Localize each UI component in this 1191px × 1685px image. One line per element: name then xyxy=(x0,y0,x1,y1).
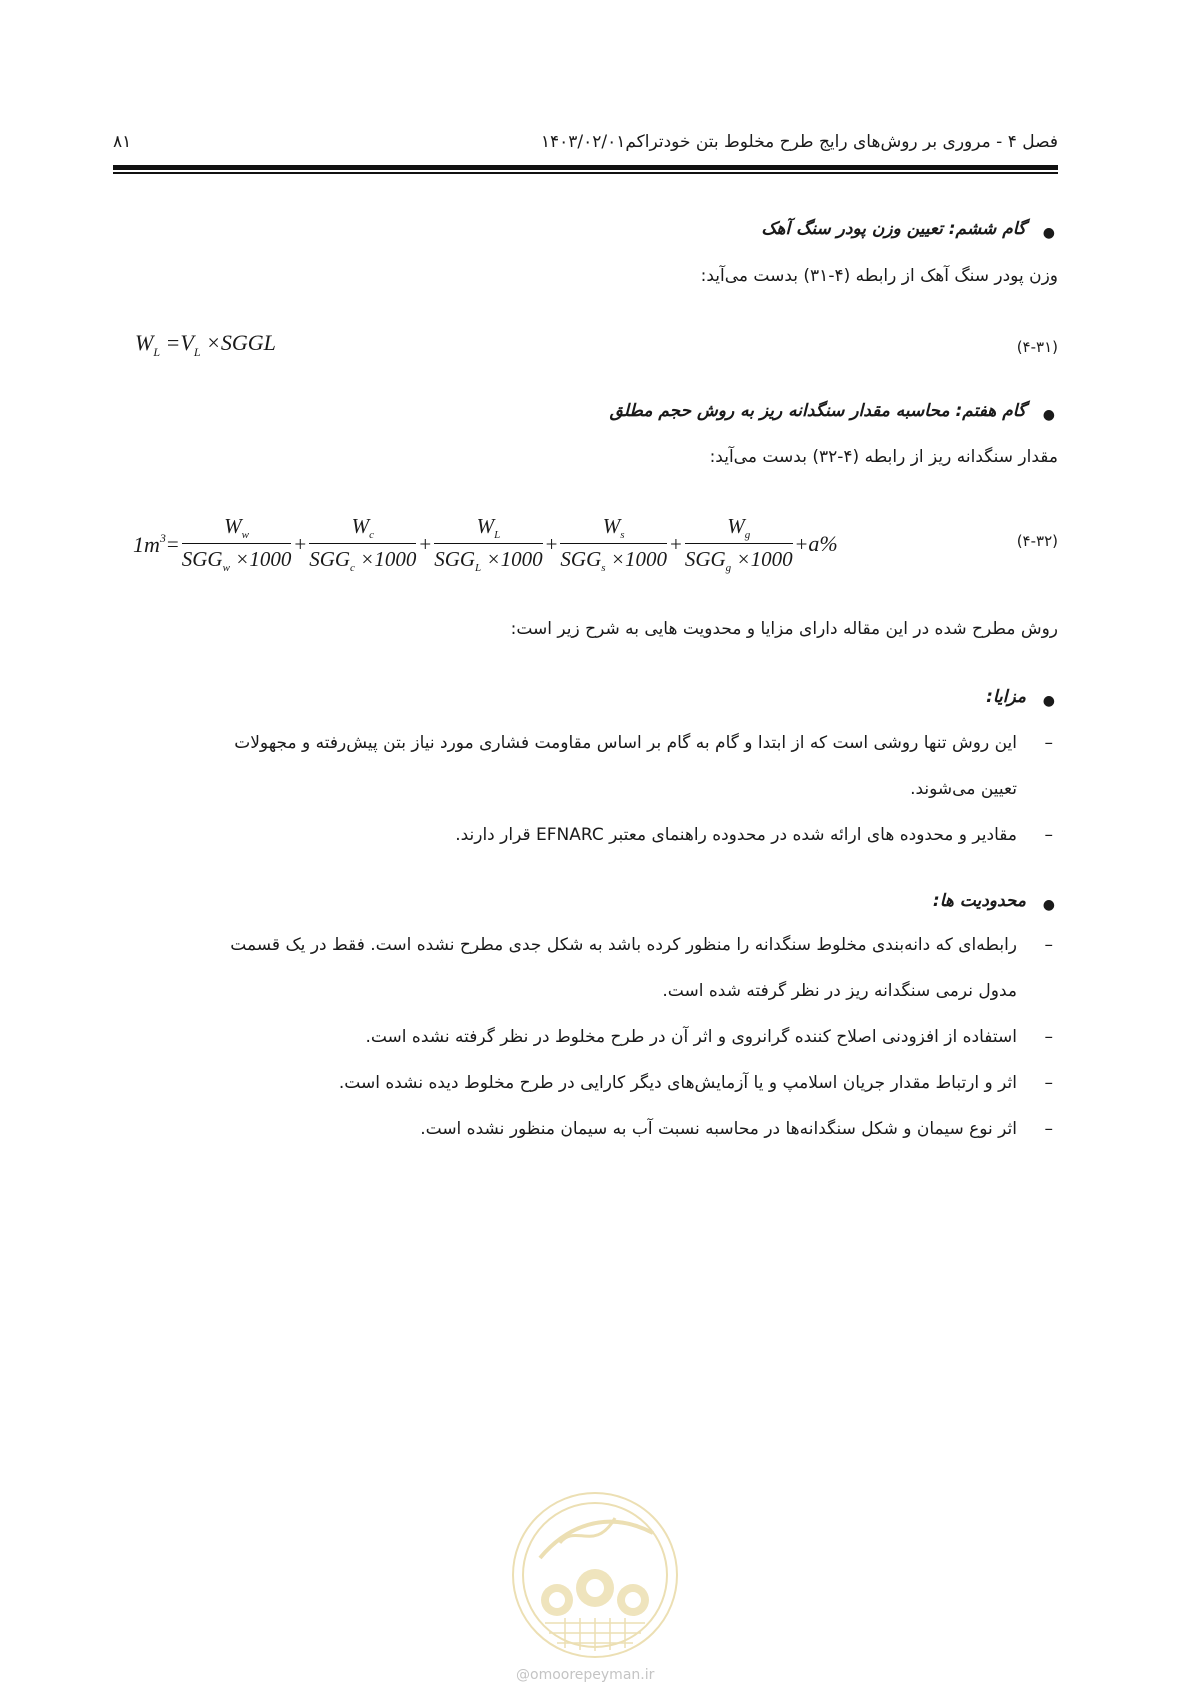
dash-icon: – xyxy=(1044,1119,1053,1139)
watermark-logo-icon xyxy=(505,1488,685,1663)
advantage-item: این روش تنها روشی است که از ابتدا و گام به گام بر اساس مقاومت فشاری مورد نیاز بتن پیش‌رفته و مجهولات xyxy=(234,733,1017,753)
advantage-item-continued: تعیین می‌شوند. xyxy=(910,779,1017,799)
intro-text: روش مطرح شده در این مقاله دارای مزایا و محدویت هایی به شرح زیر است: xyxy=(510,619,1058,639)
step6-heading: گام ششم: تعیین وزن پودر سنگ آهک xyxy=(761,219,1026,239)
limitation-item: اثر نوع سیمان و شکل سنگدانه‌ها در محاسبه نسبت آب به سیمان منظور نشده است. xyxy=(420,1119,1017,1139)
limitation-item: رابطه‌ای که دانه‌بندی مخلوط سنگدانه را منظور کرده باشد به شکل جدی مطرح نشده است. فقط در یک قسمت xyxy=(230,935,1017,955)
running-header-title: فصل ۴ - مروری بر روش‌های رایج طرح مخلوط بتن خودتراکم۱۴۰۳/۰۲/۰۱ xyxy=(540,132,1058,152)
watermark-url: @omoorepeyman.ir xyxy=(516,1667,655,1683)
dash-icon: – xyxy=(1044,1027,1053,1047)
limitation-item: استفاده از افزودنی اصلاح کننده گرانروی و اثر آن در طرح مخلوط در نظر گرفته نشده است. xyxy=(365,1027,1017,1047)
dash-icon: – xyxy=(1044,935,1053,955)
advantages-heading: مزایا: xyxy=(986,687,1026,707)
limitation-item: اثر و ارتباط مقدار جریان اسلامپ و یا آزمایش‌های دیگر کارایی در طرح مخلوط دیده نشده است. xyxy=(338,1073,1017,1093)
limitation-item-continued: مدول نرمی سنگدانه ریز در نظر گرفته شده است. xyxy=(662,981,1017,1001)
bullet-icon: ● xyxy=(1042,693,1055,709)
equation-31: $W_L =V_L$ ×SGGL xyxy=(135,330,276,359)
header-rule-thin xyxy=(113,172,1058,174)
equation-32: $1m^3=$ $\frac{W_w}{SGG_w \times 1000}$ + $\frac{W_c}{SGG_c \times 1000}$ + $\frac{W_L}{SGG_L \times 1000}$ + $\frac{W_s}{SGG_s \times 1000}$ + $\frac{W_g}{SGG_g \times 1000}$ +a% xyxy=(133,514,838,574)
page-number: ۸۱ xyxy=(113,132,132,152)
equation-32-number: (۴-۳۲) xyxy=(1016,532,1058,550)
equation-31-number: (۴-۳۱) xyxy=(1016,338,1058,356)
advantage-item: مقادیر و محدوده های ارائه شده در محدوده راهنمای معتبر EFNARC قرار دارند. xyxy=(455,825,1017,845)
step6-text: وزن پودر سنگ آهک از رابطه (۴-۳۱) بدست می‌آید: xyxy=(700,266,1058,286)
dash-icon: – xyxy=(1044,1073,1053,1093)
bullet-icon: ● xyxy=(1042,897,1055,913)
bullet-icon: ● xyxy=(1042,225,1055,241)
header-rule-thick xyxy=(113,165,1058,170)
limitations-heading: محدودیت ها: xyxy=(932,891,1026,911)
dash-icon: – xyxy=(1044,733,1053,753)
step7-heading: گام هفتم: محاسبه مقدار سنگدانه ریز به روش حجم مطلق xyxy=(609,401,1026,421)
bullet-icon: ● xyxy=(1042,407,1055,423)
step7-text: مقدار سنگدانه ریز از رابطه (۴-۳۲) بدست می‌آید: xyxy=(709,447,1058,467)
dash-icon: – xyxy=(1044,825,1053,845)
